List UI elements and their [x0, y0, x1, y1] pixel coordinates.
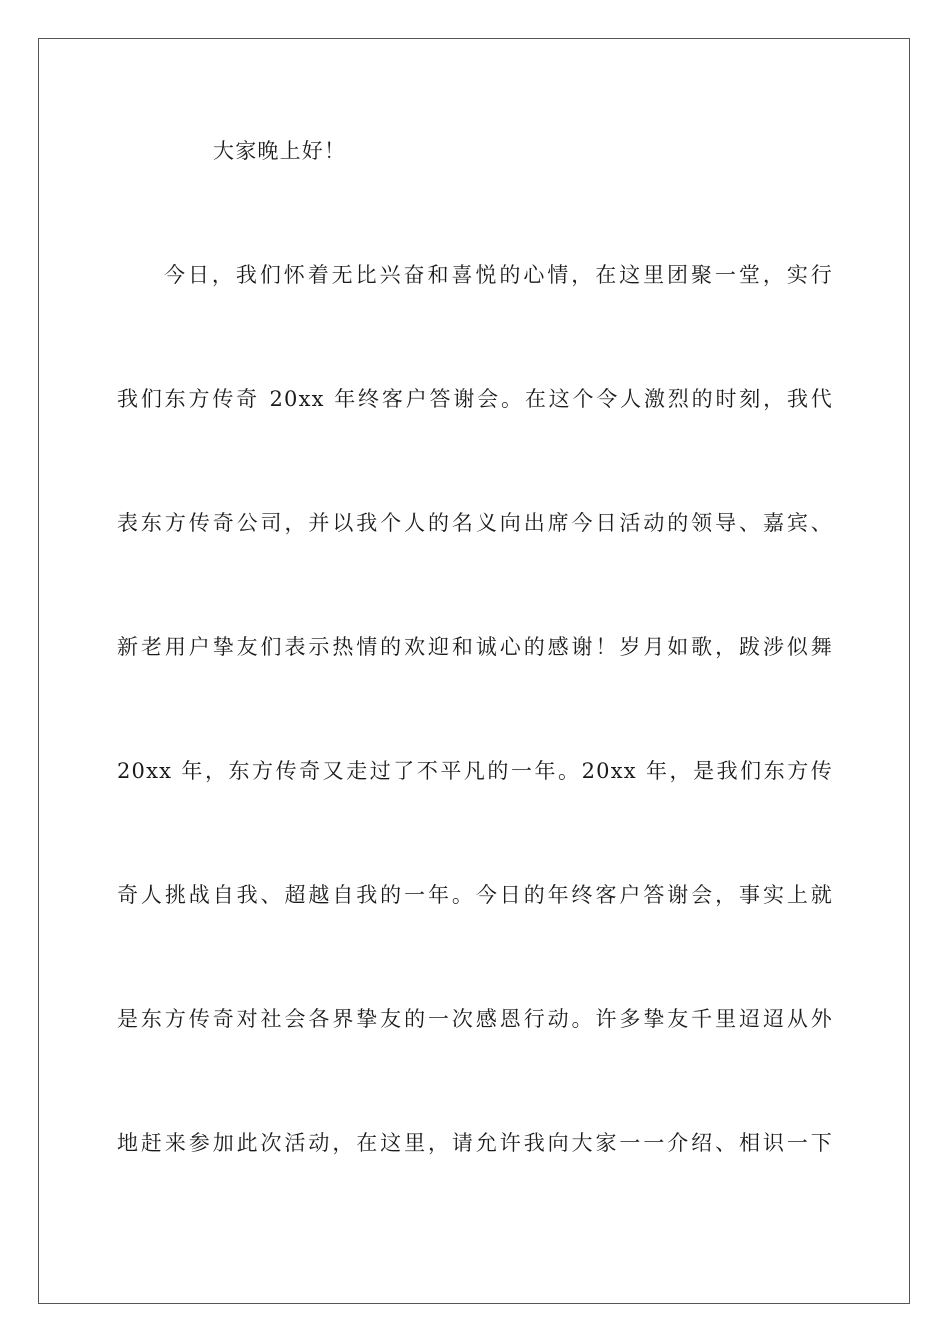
paragraph-line: 奇人挑战自我、超越自我的一年。今日的年终客户答谢会，事实上就 — [117, 883, 833, 907]
page-border — [38, 38, 910, 1304]
greeting-line: 大家晚上好！ — [213, 139, 347, 163]
paragraph-line: 表东方传奇公司，并以我个人的名义向出席今日活动的领导、嘉宾、 — [117, 511, 833, 535]
paragraph-line: 今日，我们怀着无比兴奋和喜悦的心情，在这里团聚一堂，实行 — [164, 263, 833, 287]
paragraph-line: 我们东方传奇 20xx 年终客户答谢会。在这个令人激烈的时刻，我代 — [117, 387, 833, 411]
paragraph-line: 是东方传奇对社会各界挚友的一次感恩行动。许多挚友千里迢迢从外 — [117, 1007, 833, 1031]
paragraph-line: 地赶来参加此次活动，在这里，请允许我向大家一一介绍、相识一下 — [117, 1131, 833, 1155]
paragraph-line: 新老用户挚友们表示热情的欢迎和诚心的感谢！岁月如歌，跋涉似舞 — [117, 635, 833, 659]
paragraph-line: 20xx 年，东方传奇又走过了不平凡的一年。20xx 年，是我们东方传 — [117, 759, 833, 783]
